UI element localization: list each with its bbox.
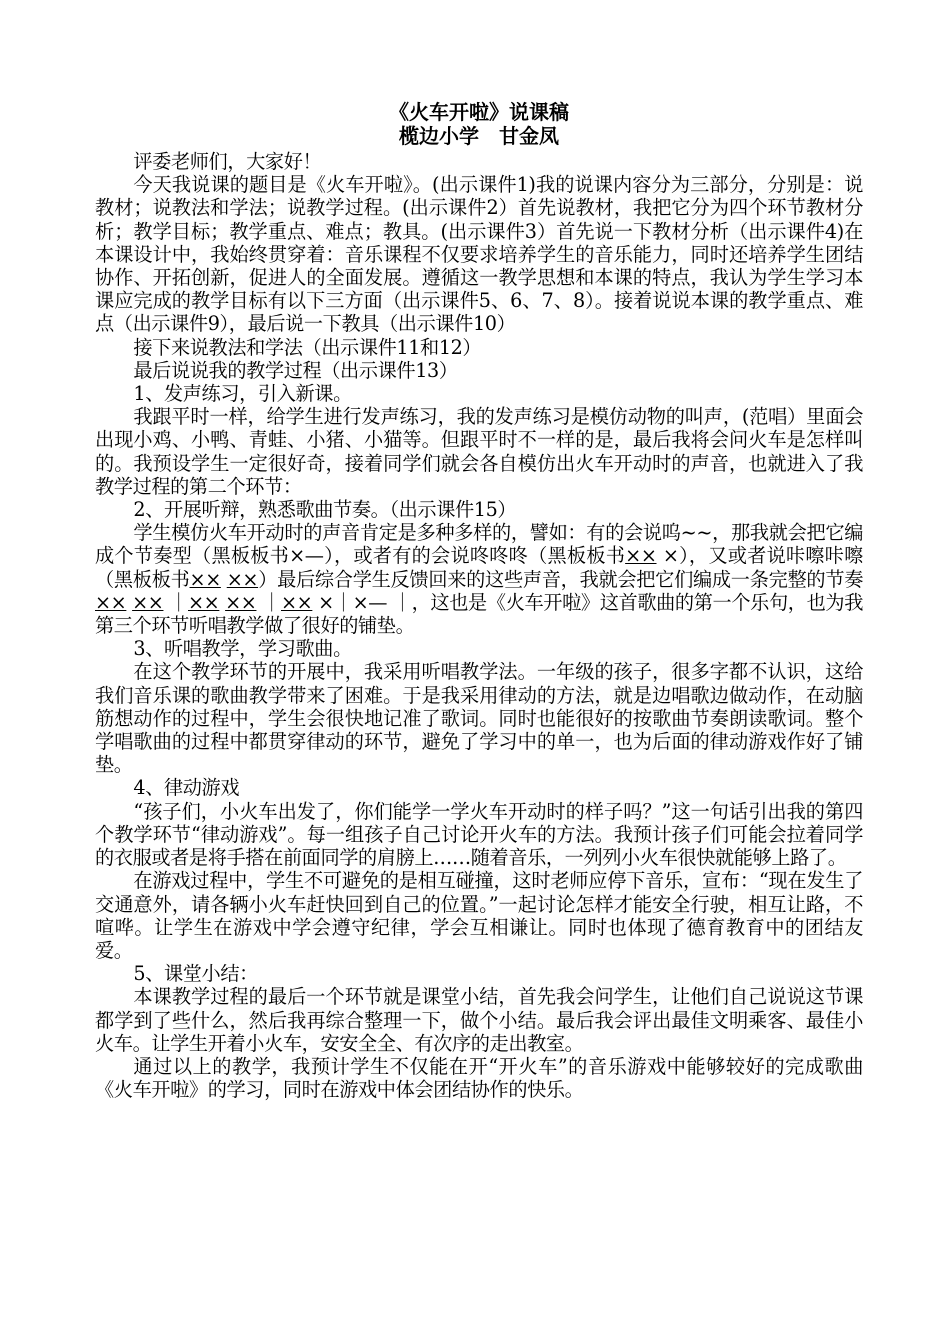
section-heading: 3、听唱教学，学习歌曲。 [133, 637, 352, 661]
rhythm-notation: ×× [281, 590, 313, 614]
body-paragraph: 我跟平时一样，给学生进行发声练习，我的发声练习是模仿动物的叫声，(范唱）里面会出现小鸡、小鸭、青蛙、小猪、小猫等。但跟平时不一样的是，最后我将会问火车是怎样叫的。我预设学生一定很好奇，接着同学们就会各自模仿出火车开动时的声音，也就进入了我教学过程的第二个环节： [95, 405, 863, 498]
section-heading: 5、课堂小结： [133, 962, 258, 986]
body-paragraph: 今天我说课的题目是《火车开啦》。(出示课件1)我的说课内容分为三部分，分别是：说教材；说教法和学法；说教学过程。(出示课件2）首先说教材，我把它分为四个环节教材分析；教学目标；教学重点、难点；教具。(出示课件3）首先说一下教材分析（出示课件4)在本课设计中，我始终贯穿着：音乐课程不仅要求培养学生的音乐能力，同时还培养学生团结协作、开拓创新，促进人的全面发展。遵循这一教学思想和本课的特点，我认为学生学习本课应完成的教学目标有以下三方面（出示课件5、6、7、8）。接着说说本课的教学重点、难点（出示课件9），最后说一下教具（出示课件10） [95, 173, 863, 336]
body-paragraph: “孩子们，小火车出发了，你们能学一学火车开动时的样子吗？”这一句话引出我的第四个教学环节“律动游戏”。每一组孩子自己讨论开火车的方法。我预计孩子们可能会拉着同学的衣服或者是将手搭在前面同学的肩膀上……随着音乐，一列列小火车很快就能够上路了。 [95, 799, 863, 870]
section-heading: 1、发声练习，引入新课。 [133, 382, 352, 406]
author-line: 榄边小学 甘金凤 [399, 124, 559, 148]
body-paragraph: 接下来说教法和学法（出示课件11和12） [133, 335, 482, 359]
rhythm-notation: ×× [225, 590, 257, 614]
rhythm-notation: ×× [226, 567, 259, 591]
rhythm-paragraph [95, 521, 863, 637]
rhythm-text: ｜ [163, 590, 188, 614]
rhythm-text: 学生模仿火车开动时的声音肯定是多种多样的，譬如：有的会说呜~~，那我就会把它编成个节奏型（黑板板书×—），或者有的会说咚咚咚（黑板板书 [95, 521, 863, 568]
rhythm-notation: ×× [625, 544, 657, 568]
greeting-paragraph: 评委老师们，大家好！ [133, 150, 322, 173]
rhythm-text: ×｜×— ｜，这也是《火车开啦》这首歌曲的第一个乐句，也为我第三个环节听唱教学做了很好的铺垫。 [95, 590, 864, 638]
body-paragraph: 最后说说我的教学过程（出示课件13） [133, 358, 458, 382]
rhythm-notation: ×× [189, 567, 221, 591]
rhythm-text: ｜ [256, 590, 281, 614]
rhythm-notation: ×× [95, 590, 127, 614]
rhythm-notation: ×× [132, 590, 164, 614]
document-page [95, 100, 863, 1101]
body-paragraph: 在这个教学环节的开展中，我采用听唱教学法。一年级的孩子，很多字都不认识，这给我们音乐课的歌曲教学带来了困难。于是我采用律动的方法，就是边唱歌边做动作，在动脑筋想动作的过程中，学生会很快地记准了歌词。同时也能很好的按歌曲节奏朗读歌词。整个学唱歌曲的过程中都贯穿律动的环节，避免了学习中的单一，也为后面的律动游戏作好了铺垫。 [95, 660, 863, 777]
document-body [95, 150, 863, 1101]
closing-paragraph: 通过以上的教学，我预计学生不仅能在开“开火车”的音乐游戏中能够较好的完成歌曲《火车开啦》的学习，同时在游戏中体会团结协作的快乐。 [95, 1054, 863, 1102]
section-heading: 4、律动游戏 [133, 776, 240, 800]
body-paragraph: 在游戏过程中，学生不可避免的是相互碰撞，这时老师应停下音乐，宣布：“现在发生了交通意外，请各辆小火车赶快回到自己的位置。”一起讨论怎样才能安全行驶，相互让路，不喧哗。让学生在游戏中学会遵守纪律，学会互相谦让。同时也体现了德育教育中的团结友爱。 [95, 869, 863, 962]
rhythm-text: ）最后综合学生反馈回来的这些声音，我就会把它们编成一条完整的节奏 [258, 567, 864, 591]
document-title: 《火车开啦》说课稿 [389, 100, 569, 124]
rhythm-text: ×），又或者说咔嚓咔嚓（黑板板书 [95, 544, 863, 591]
rhythm-notation: ×× [188, 590, 220, 614]
body-paragraph: 本课教学过程的最后一个环节就是课堂小结，首先我会问学生，让他们自己说说这节课都学到了些什么，然后我再综合整理一下，做个小结。最后我会评出最佳文明乘客、最佳小火车。让学生开着小火车，安安全全、有次序的走出教室。 [95, 985, 863, 1055]
section-heading: 2、开展听辩，熟悉歌曲节奏。（出示课件15） [133, 498, 517, 522]
